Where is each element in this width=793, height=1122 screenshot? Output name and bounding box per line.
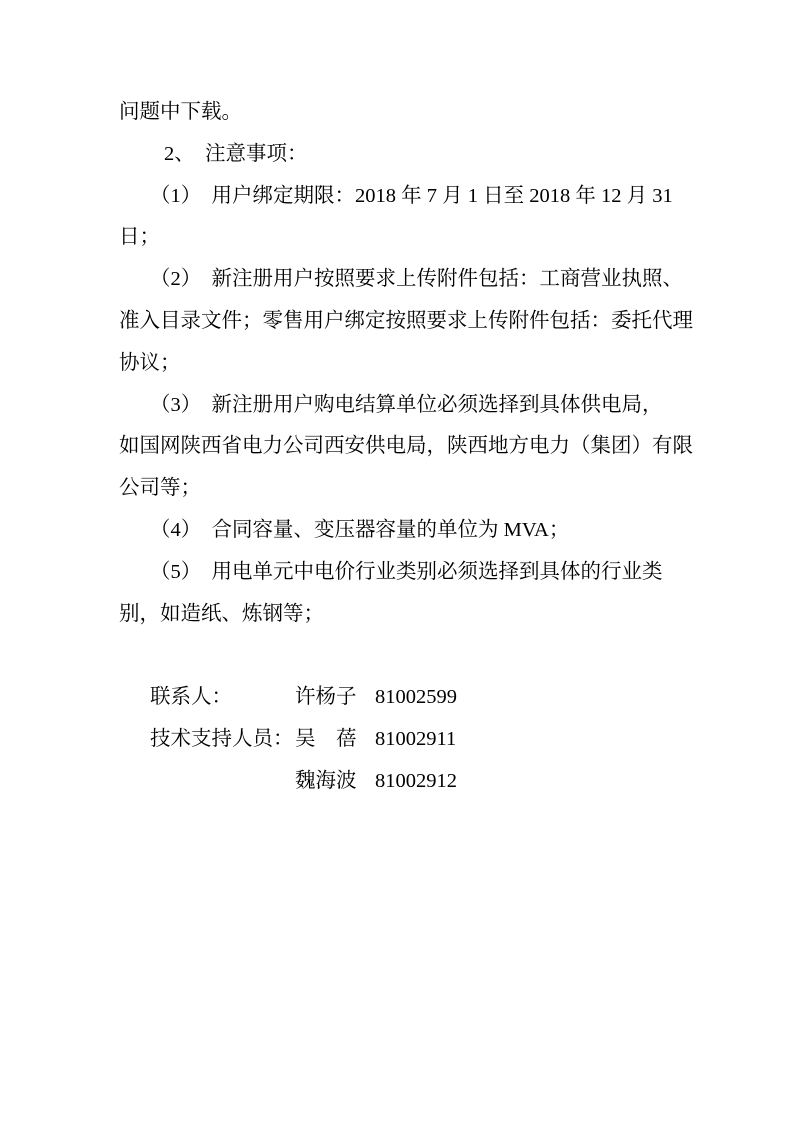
note-item-2-continuation-1: 准入目录文件；零售用户绑定按照要求上传附件包括：委托代理 <box>119 309 693 332</box>
note-item-1-line: （1） 用户绑定期限：2018 年 7 月 1 日至 2018 年 12 月 31 <box>150 184 673 207</box>
note-item-2-continuation-2: 协议； <box>119 351 181 374</box>
contact-phone: 81002599 <box>375 686 457 709</box>
notes-heading-line: 2、 注意事项： <box>164 142 308 165</box>
contact-row-support-2 <box>119 761 681 803</box>
note-item-5-line: （5） 用电单元中电价行业类别必须选择到具体的行业类 <box>150 560 663 583</box>
note-item-3-line: （3） 新注册用户购电结算单位必须选择到具体供电局， <box>150 393 663 416</box>
empty-paragraph <box>119 635 681 677</box>
contact-name: 魏海波 <box>295 769 357 792</box>
note-item-4-line: （4） 合同容量、变压器容量的单位为 MVA； <box>150 518 570 541</box>
contact-phone: 81002911 <box>375 727 457 750</box>
note-item-5-continuation: 别，如造纸、炼钢等； <box>119 602 324 625</box>
contact-phone: 81002912 <box>375 769 457 792</box>
note-item-1-continuation: 日； <box>119 226 160 249</box>
paragraph-continuation-line: 问题中下载。 <box>119 101 242 123</box>
note-item-3-continuation-1: 如国网陕西省电力公司西安供电局，陕西地方电力（集团）有限 <box>119 435 693 458</box>
note-item-2-line: （2） 新注册用户按照要求上传附件包括：工商营业执照、 <box>150 268 683 291</box>
contact-row-primary <box>119 677 681 719</box>
contact-row-support-1 <box>119 719 681 761</box>
contact-name: 吴 蓓 <box>295 727 357 750</box>
contact-label: 技术支持人员： <box>150 727 294 750</box>
contact-label: 联系人： <box>150 686 232 709</box>
contact-name: 许杨子 <box>295 686 357 709</box>
note-item-3-continuation-2: 公司等； <box>119 477 201 500</box>
